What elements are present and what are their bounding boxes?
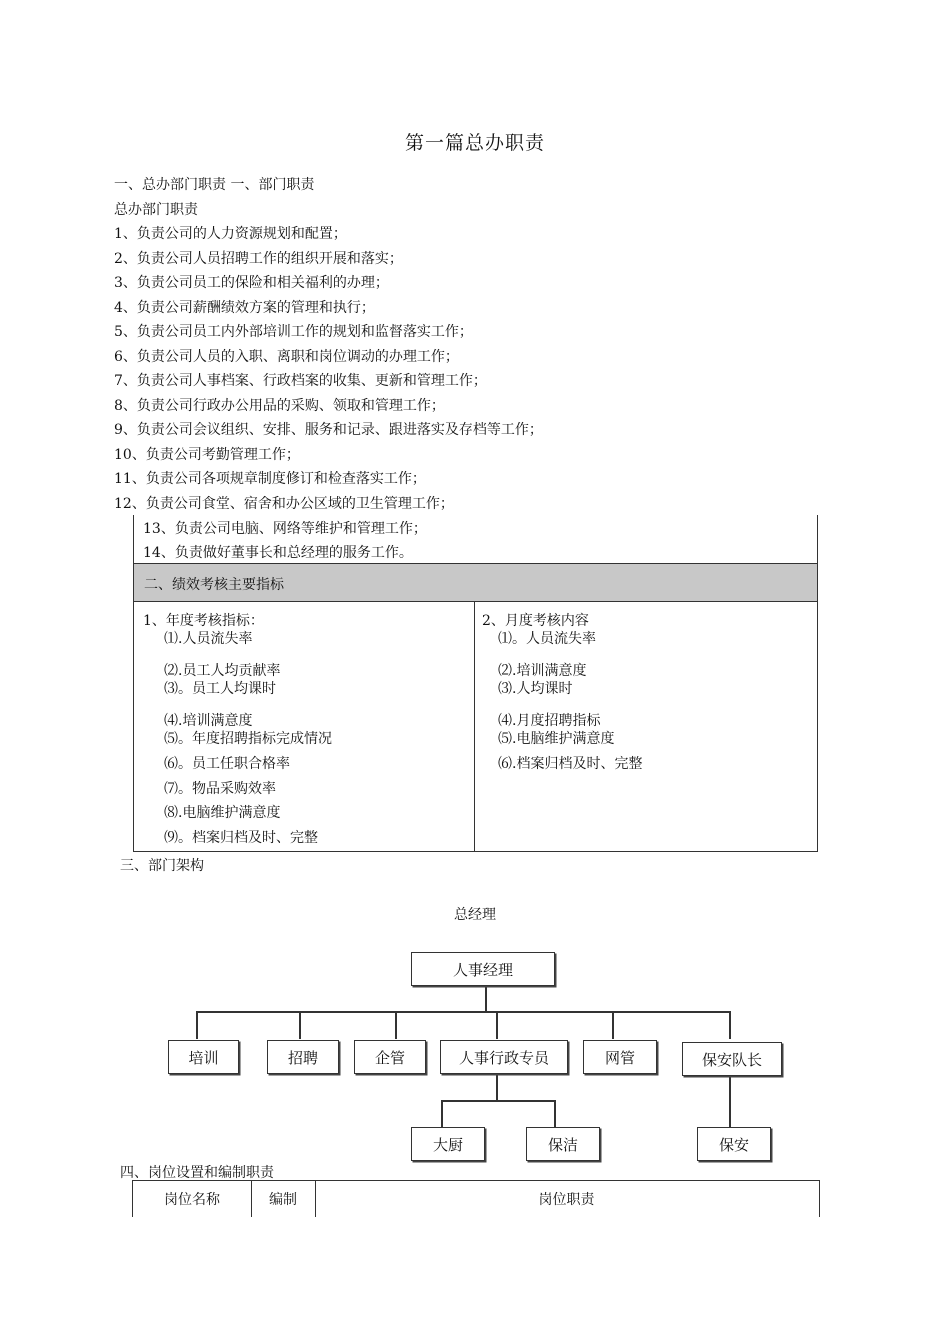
annual-kpi-label: 1、年度考核指标：: [143, 613, 264, 629]
table-middle-divider: [474, 600, 475, 852]
org-box-chef: 大厨: [411, 1127, 485, 1161]
duty-item-4: 4、负责公司薪酬绩效方案的管理和执行；: [114, 300, 375, 316]
org-connector: [299, 1011, 301, 1039]
duty-item-2: 2、负责公司人员招聘工作的组织开展和落实；: [114, 251, 403, 267]
annual-kpi-item: ⑷.培训满意度: [164, 713, 253, 729]
monthly-kpi-item: ⑶.人均课时: [498, 681, 573, 697]
monthly-kpi-item: ⑸.电脑维护满意度: [498, 731, 615, 747]
column-header-headcount: 编制: [251, 1181, 316, 1217]
org-connector: [196, 1011, 730, 1013]
duty-item-9: 9、负责公司会议组织、安排、服务和记录、跟进落实及存档等工作；: [114, 422, 543, 438]
monthly-kpi-item: ⑹.档案归档及时、完整: [498, 756, 643, 772]
page-title: 第一篇总办职责: [404, 132, 545, 154]
monthly-kpi-item: ⑴。人员流失率: [498, 631, 596, 647]
annual-kpi-item: ⑶。员工人均课时: [164, 681, 276, 697]
duty-item-7: 7、负责公司人事档案、行政档案的收集、更新和管理工作；: [114, 373, 487, 389]
org-box-security-guard: 保安: [697, 1127, 771, 1161]
org-connector: [196, 1011, 198, 1039]
org-connector: [485, 985, 487, 1011]
annual-kpi-item: ⑴.人员流失率: [164, 631, 253, 647]
column-header-duties: 岗位职责: [538, 1192, 595, 1208]
org-connector: [496, 1011, 498, 1039]
org-box-network-admin: 网管: [583, 1040, 657, 1074]
section4-heading: 四、岗位设置和编制职责: [120, 1165, 274, 1181]
org-box-hr-admin: 人事行政专员: [440, 1040, 568, 1074]
org-connector: [441, 1100, 443, 1128]
section2-header: [134, 563, 817, 602]
duty-item-5: 5、负责公司员工内外部培训工作的规划和监督落实工作；: [114, 324, 473, 340]
org-box-cleaner: 保洁: [526, 1127, 600, 1161]
org-top-label: 总经理: [454, 907, 496, 923]
org-box-hr-manager: 人事经理: [411, 952, 555, 986]
section2-heading: 二、绩效考核主要指标: [144, 577, 284, 593]
duty-item-11: 11、负责公司各项规章制度修订和检查落实工作；: [114, 471, 426, 487]
org-connector: [395, 1011, 397, 1039]
duty-item-3: 3、负责公司员工的保险和相关福利的办理；: [114, 275, 389, 291]
duty-item-6: 6、负责公司人员的入职、离职和岗位调动的办理工作；: [114, 349, 459, 365]
org-box-recruitment: 招聘: [267, 1040, 339, 1074]
monthly-kpi-label: 2、月度考核内容: [482, 613, 589, 629]
section1-heading: 一、总办部门职责 一、部门职责: [114, 177, 315, 193]
duty-item-10: 10、负责公司考勤管理工作；: [114, 447, 300, 463]
annual-kpi-item: ⑸。年度招聘指标完成情况: [164, 731, 332, 747]
duty-item-14: 14、负责做好董事长和总经理的服务工作。: [143, 545, 413, 561]
section1-subheading: 总办部门职责: [114, 202, 198, 218]
org-connector: [729, 1076, 731, 1128]
monthly-kpi-item: ⑵.培训满意度: [498, 663, 587, 679]
monthly-kpi-item: ⑷.月度招聘指标: [498, 713, 601, 729]
org-connector: [441, 1100, 555, 1102]
annual-kpi-item: ⑺。物品采购效率: [164, 781, 276, 797]
column-header-position: 岗位名称: [133, 1181, 252, 1217]
section3-heading: 三、部门架构: [120, 858, 204, 874]
positions-table-header: [132, 1180, 820, 1217]
org-box-training: 培训: [168, 1040, 239, 1074]
org-connector: [554, 1100, 556, 1128]
org-connector: [729, 1011, 731, 1039]
table-bottom-border: [133, 851, 818, 852]
duty-item-13: 13、负责公司电脑、网络等维护和管理工作；: [143, 521, 427, 537]
annual-kpi-item: ⑵.员工人均贡献率: [164, 663, 281, 679]
table-right-border: [817, 515, 818, 852]
annual-kpi-item: ⑻.电脑维护满意度: [164, 805, 281, 821]
org-connector: [612, 1011, 614, 1039]
annual-kpi-item: ⑼。档案归档及时、完整: [164, 830, 318, 846]
org-box-security-captain: 保安队长: [682, 1042, 782, 1076]
annual-kpi-item: ⑹。员工任职合格率: [164, 756, 290, 772]
duty-item-8: 8、负责公司行政办公用品的采购、领取和管理工作；: [114, 398, 445, 414]
duty-item-12: 12、负责公司食堂、宿舍和办公区域的卫生管理工作；: [114, 496, 454, 512]
duty-item-1: 1、负责公司的人力资源规划和配置；: [114, 226, 347, 242]
org-connector: [496, 1074, 498, 1100]
org-box-management: 企管: [354, 1040, 426, 1074]
